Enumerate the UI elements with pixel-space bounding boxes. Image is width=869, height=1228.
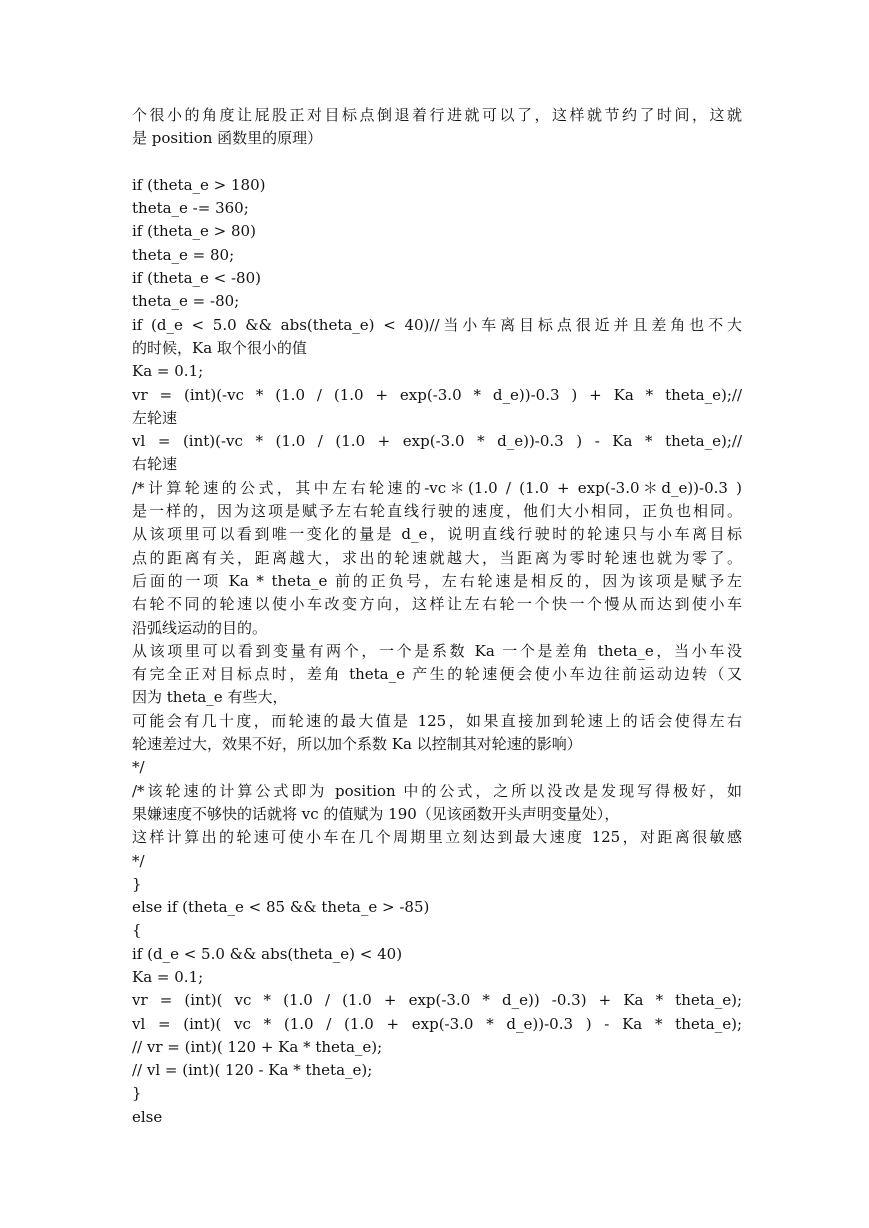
document-page (132, 104, 742, 1129)
code-line: theta_e = -80; (132, 292, 240, 311)
comment-line: 果嫌速度不够快的话就将 vc 的值赋为 190（见该函数开头声明变量处）， (132, 804, 620, 823)
comment-line: 这样计算出的轮速可使小车在几个周期里立刻达到最大速度 125，对距离很敏感 (132, 828, 742, 847)
text-line: 右轮速 (132, 455, 178, 474)
code-line: } (132, 1084, 142, 1103)
comment-line: */ (132, 851, 145, 870)
code-line: if (theta_e > 180) (132, 175, 266, 194)
comment-line: 是一样的，因为这项是赋予左右轮直线行驶的速度，他们大小相同，正负也相同。 (132, 502, 742, 521)
comment-line: 沿弧线运动的目的。 (132, 618, 268, 637)
code-line: Ka = 0.1; (132, 967, 204, 986)
comment-line: 轮速差过大，效果不好，所以加个系数 Ka 以控制其对轮速的影响） (132, 735, 582, 754)
comment-line: 因为 theta_e 有些大， (132, 688, 288, 707)
comment-line: 从该项里可以看到唯一变化的量是 d_e，说明直线行驶时的轮速只与小车离目标 (132, 525, 742, 544)
comment-line: 点的距离有关，距离越大，求出的轮速就越大，当距离为零时轮速也就为零了。 (132, 548, 742, 567)
code-line: if (d_e < 5.0 && abs(theta_e) < 40)//当小车离目标点很近并且差角也不大 (132, 315, 742, 334)
comment-line: 有完全正对目标点时，差角 theta_e 产生的轮速便会使小车边往前运动边转（又 (132, 665, 742, 684)
blank-line (132, 151, 742, 174)
code-line: else if (theta_e < 85 && theta_e > -85) (132, 898, 430, 917)
code-line: { (132, 921, 142, 940)
comment-line: 从该项里可以看到变量有两个，一个是系数 Ka 一个是差角 theta_e，当小车没 (132, 641, 742, 660)
comment-line: /*计算轮速的公式，其中左右轮速的-vc＊(1.0 / (1.0 + exp(-3.0＊d_e))-0.3 ) (132, 478, 742, 497)
comment-line: 可能会有几十度，而轮速的最大值是 125，如果直接加到轮速上的话会使得左右 (132, 711, 742, 730)
code-line: vr = (int)(-vc * (1.0 / (1.0 + exp(-3.0 * d_e))-0.3 ) + Ka * theta_e);// (132, 385, 742, 404)
code-line: else (132, 1107, 163, 1126)
text-line: 个很小的角度让屁股正对目标点倒退着行进就可以了，这样就节约了时间，这就 (132, 106, 742, 124)
code-line: } (132, 874, 142, 893)
text-line: 的时候，Ka 取个很小的值 (132, 338, 307, 357)
code-line: Ka = 0.1; (132, 362, 204, 381)
comment-line: 后面的一项 Ka * theta_e 前的正负号，左右轮速是相反的，因为该项是赋予左 (132, 571, 742, 590)
code-line: // vr = (int)( 120 + Ka * theta_e); (132, 1037, 383, 1056)
text-line: 左轮速 (132, 408, 178, 427)
code-line: // vl = (int)( 120 - Ka * theta_e); (132, 1061, 373, 1080)
comment-line: 右轮不同的轮速以使小车改变方向，这样让左右轮一个快一个慢从而达到使小车 (132, 595, 742, 614)
comment-line: */ (132, 758, 145, 777)
code-line: if (d_e < 5.0 && abs(theta_e) < 40) (132, 944, 403, 963)
code-line: theta_e = 80; (132, 245, 235, 264)
text-line: 是 position 函数里的原理） (132, 129, 323, 148)
code-line: vl = (int)(-vc * (1.0 / (1.0 + exp(-3.0 * d_e))-0.3 ) - Ka * theta_e);// (132, 432, 742, 451)
code-line: theta_e -= 360; (132, 199, 249, 218)
code-line: if (theta_e < -80) (132, 269, 261, 288)
code-line: vl = (int)( vc * (1.0 / (1.0 + exp(-3.0 * d_e))-0.3 ) - Ka * theta_e); (132, 1014, 742, 1033)
code-line: if (theta_e > 80) (132, 222, 256, 241)
code-line: vr = (int)( vc * (1.0 / (1.0 + exp(-3.0 * d_e)) -0.3) + Ka * theta_e); (132, 991, 742, 1010)
comment-line: /*该轮速的计算公式即为 position 中的公式，之所以没改是发现写得极好，如 (132, 781, 742, 800)
